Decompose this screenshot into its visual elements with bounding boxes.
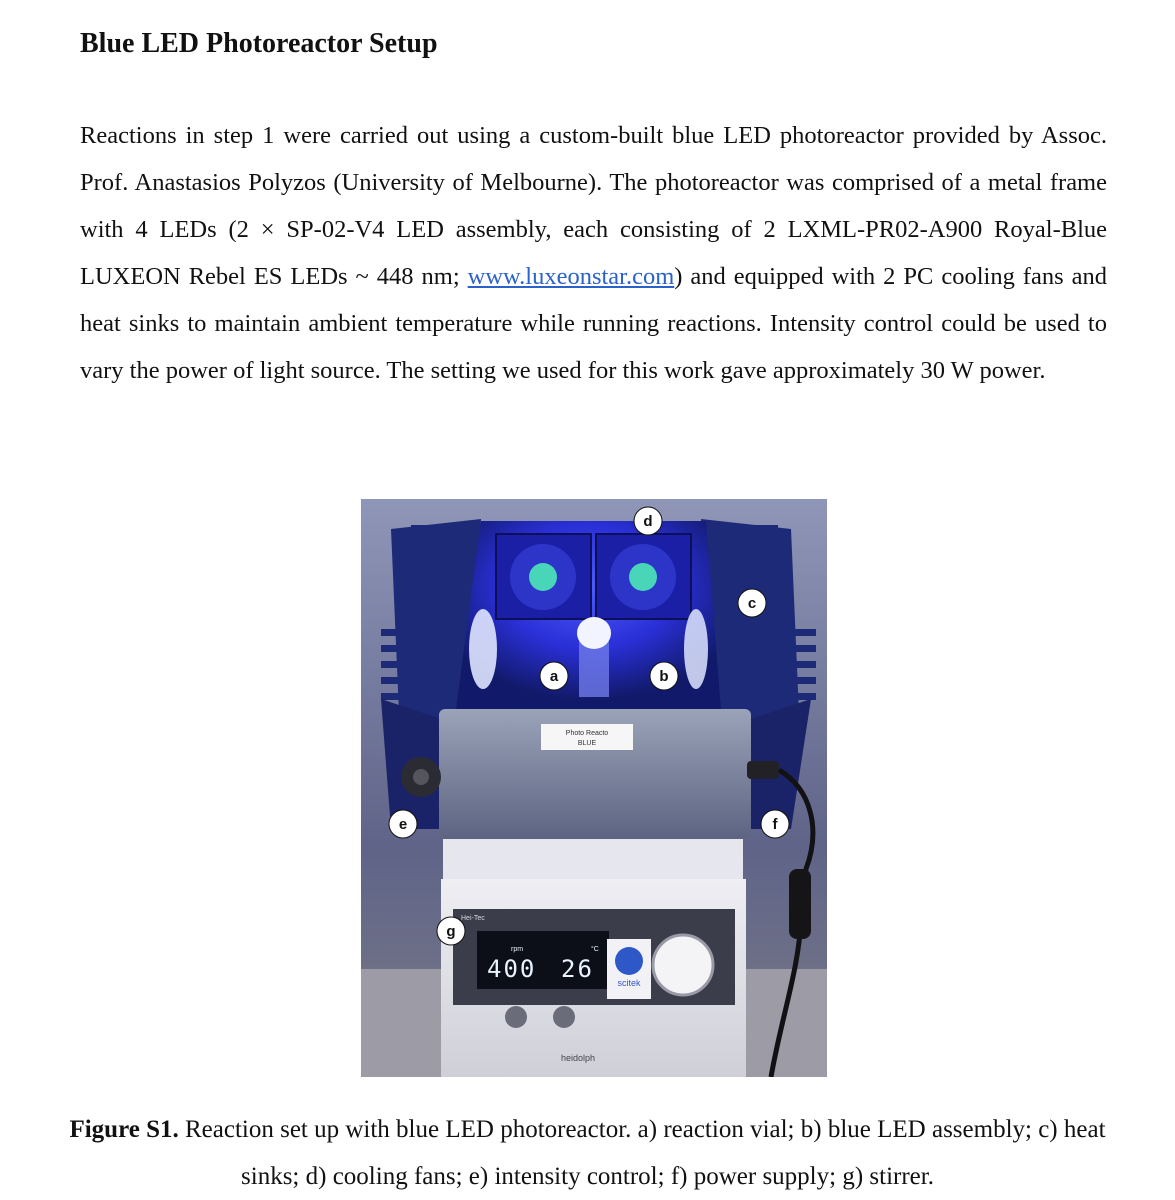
label-f-text: f xyxy=(772,816,778,833)
scitek-brand: scitek xyxy=(617,978,641,988)
stirrer-brand: heidolph xyxy=(561,1053,596,1063)
display-temp-value: 26 xyxy=(561,955,594,983)
display-rpm-value: 400 xyxy=(487,955,537,983)
reaction-vial xyxy=(577,617,611,697)
label-d-text: d xyxy=(643,513,653,530)
cooling-fan-left xyxy=(496,534,591,619)
stirrer-power-button[interactable] xyxy=(505,1006,527,1028)
label-b xyxy=(650,662,678,690)
intensity-control-knob[interactable] xyxy=(401,757,441,797)
label-e xyxy=(389,810,417,838)
cooling-fan-right xyxy=(596,534,691,619)
stirrer-heat-button[interactable] xyxy=(553,1006,575,1028)
label-e-text: e xyxy=(398,816,408,833)
section-heading: Blue LED Photoreactor Setup xyxy=(80,28,438,59)
photoreactor-photo xyxy=(361,499,827,1077)
label-c xyxy=(738,589,766,617)
display-rpm-unit: rpm xyxy=(511,946,524,953)
display-temp-unit: °C xyxy=(591,946,599,953)
cable-ferrite xyxy=(789,869,811,939)
body-paragraph xyxy=(80,112,1107,394)
led-assembly-left xyxy=(469,609,497,689)
luxeonstar-link[interactable]: www.luxeonstar.com xyxy=(467,263,675,290)
stirrer-model: Hei-Tec xyxy=(461,915,485,922)
label-g xyxy=(437,917,465,945)
reactor-label-line2: BLUE xyxy=(577,740,597,747)
label-a xyxy=(540,662,568,690)
caption-label: Figure S1. xyxy=(69,1116,179,1143)
stirrer-control-dial[interactable] xyxy=(653,935,713,995)
label-b-text: b xyxy=(659,668,669,685)
reactor-label-line1: Photo Reacto xyxy=(565,730,609,737)
label-f xyxy=(761,810,789,838)
figure-caption xyxy=(60,1106,1115,1200)
caption-text: Reaction set up with blue LED photoreactor. a) reaction vial; b) blue LED assembly; c) heat sinks; d) cooling fans; e) intensity control; f) power supply; g) stirrer. xyxy=(178,1116,1106,1190)
label-a-text: a xyxy=(549,668,559,685)
power-connector xyxy=(747,761,779,779)
label-c-text: c xyxy=(747,595,757,612)
paragraph-text-2: ) and equipped with 2 PC cooling fans and heat sinks to maintain ambient temperature while running reactions. Intensity control could be used to vary the power of light source. The setting we used for this work gave approximately 30 W power. xyxy=(80,263,1107,384)
label-g-text: g xyxy=(446,923,456,940)
label-d xyxy=(634,507,662,535)
led-assembly-right xyxy=(684,609,708,689)
paragraph-text-1: Reactions in step 1 were carried out using a custom-built blue LED photoreactor provided by Assoc. Prof. Anastasios Polyzos (University of Melbourne). The photoreactor was comprised of a metal frame with 4 LEDs (2 × SP-02-V4 LED assembly, each consisting of 2 LXML-PR02-A900 Royal-Blue LUXEON Rebel ES LEDs ~ 448 nm; xyxy=(80,122,1107,290)
